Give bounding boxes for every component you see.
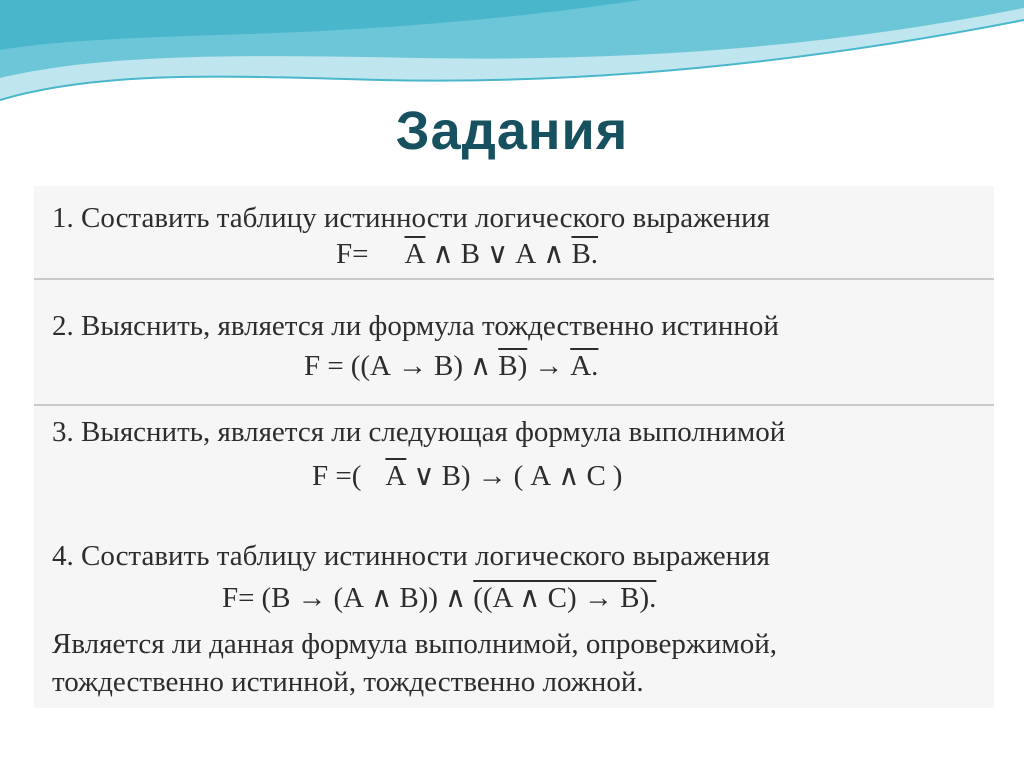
formula-token: ∧ [445, 582, 467, 614]
task-3-formula [312, 458, 629, 493]
formula-token: ∧ [543, 238, 565, 270]
formula-prefix: F = [304, 350, 344, 382]
formula-token: ∧ [371, 582, 393, 614]
slide-title: Задания [395, 101, 629, 161]
formula-token: → [297, 582, 327, 614]
formula-token: ) [612, 460, 623, 492]
divider [34, 278, 994, 280]
formula-token: ∨ [413, 460, 435, 492]
formula-prefix: F =( [312, 460, 362, 492]
formula-token: (B [261, 582, 291, 614]
formula-token: B) [498, 350, 528, 382]
formula-token: ∧ [470, 350, 492, 382]
formula-token: C [586, 460, 606, 492]
task-4-text: 4. Составить таблицу истинности логического выражения [52, 540, 770, 572]
formula-token: $\overline{A}$ [385, 460, 407, 492]
formula-token: → [534, 350, 564, 382]
formula-token: ((A ∧ C) → B). [473, 582, 657, 614]
formula-prefix: F= [222, 582, 255, 614]
task-2-text: 2. Выяснить, является ли формула тождественно истинной [52, 310, 779, 342]
formula-token: $\overline{A}$ [404, 238, 426, 270]
divider [34, 404, 994, 406]
formula-token: B)) [399, 582, 438, 614]
formula-token: B. [571, 238, 599, 270]
task-4-formula [222, 580, 663, 615]
formula-token: B [460, 238, 481, 270]
task-2-formula [304, 348, 605, 383]
formula-token: ∨ [487, 238, 509, 270]
formula-token: ( [513, 460, 524, 492]
formula-token: A. [570, 350, 599, 382]
formula-token: → [398, 350, 427, 382]
formula-token: A [530, 460, 552, 492]
formula-token: ((A [350, 350, 391, 382]
formula-token: (A [333, 582, 365, 614]
formula-token: → [477, 460, 507, 492]
formula-token: ∧ [558, 460, 580, 492]
formula-token: B) [434, 350, 463, 382]
task-4-question-line-1: Является ли данная формула выполнимой, опровержимой, [52, 628, 777, 660]
formula-token: ∧ [432, 238, 454, 270]
formula-token: B) [441, 460, 471, 492]
task-1-formula [336, 236, 605, 271]
task-4-question-line-2: тождественно истинной, тождественно ложной. [52, 666, 644, 698]
task-1-text: 1. Составить таблицу истинности логического выражения [52, 202, 770, 234]
formula-token: A [515, 238, 537, 270]
formula-prefix: F= [336, 238, 369, 270]
task-3-text: 3. Выяснить, является ли следующая формула выполнимой [52, 416, 786, 448]
